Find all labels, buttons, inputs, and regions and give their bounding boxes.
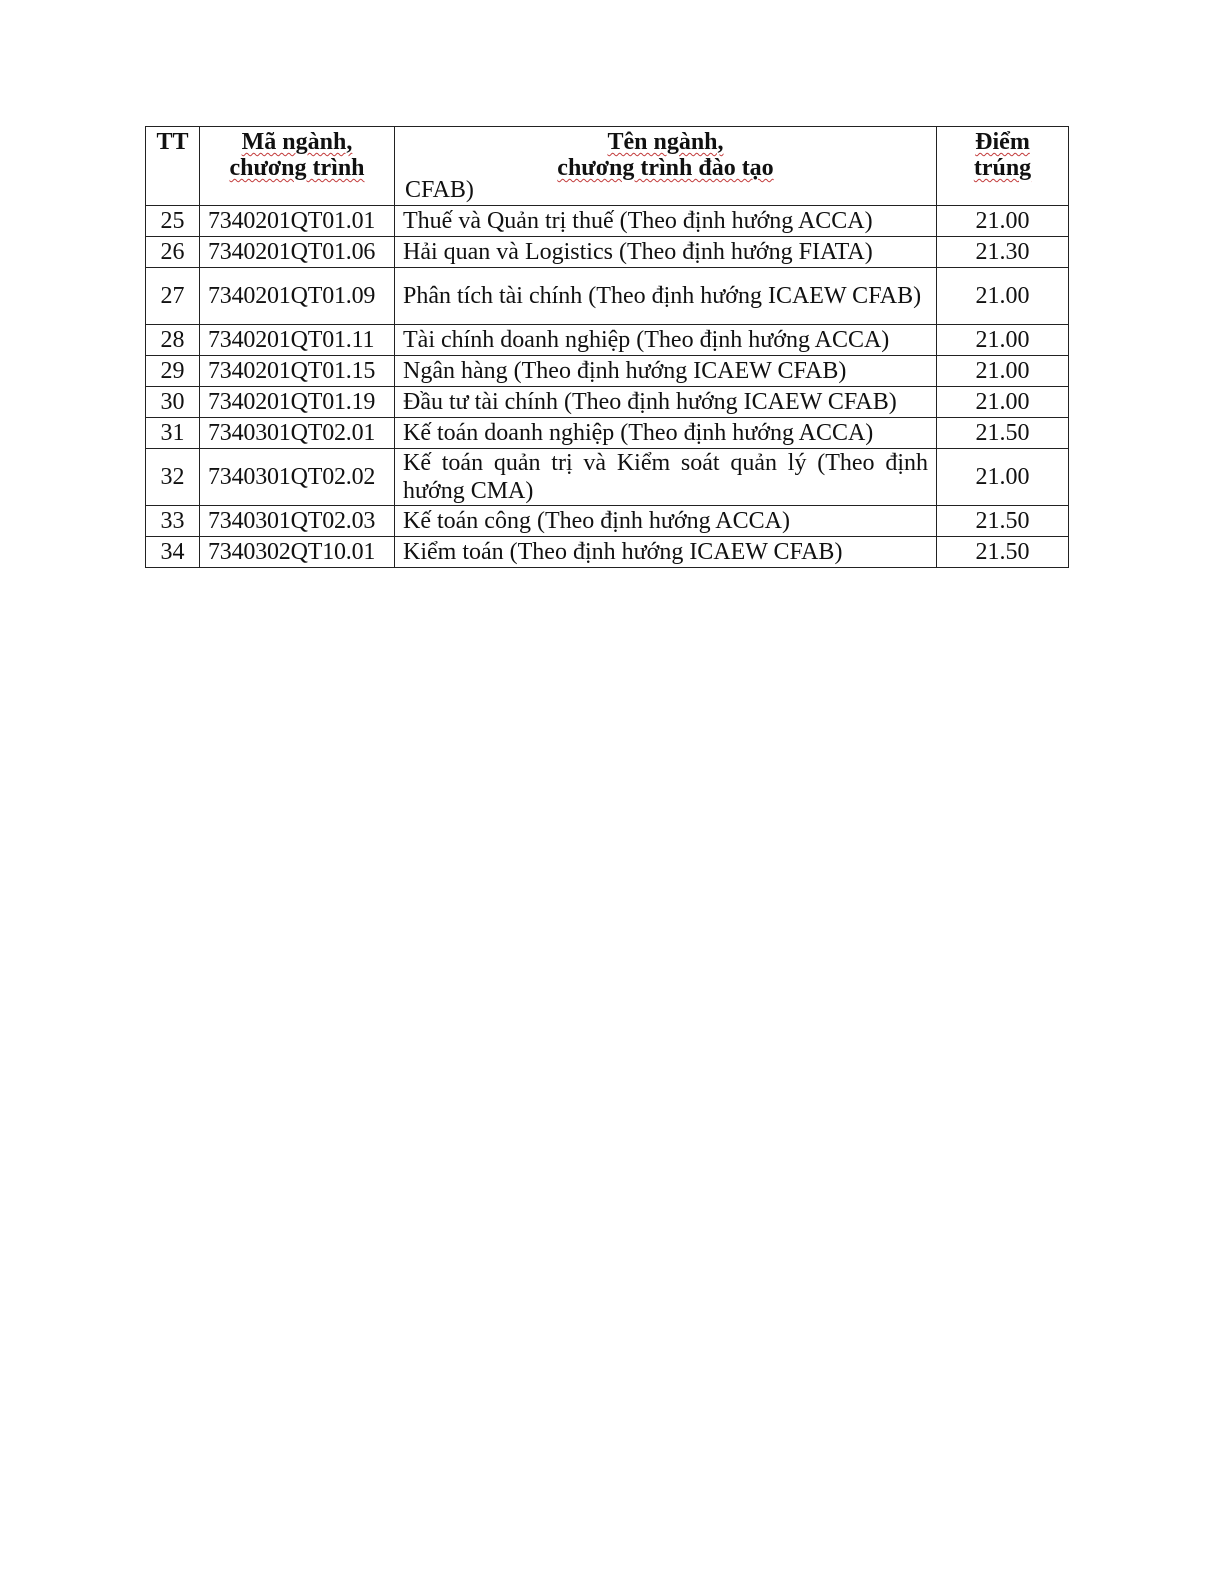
table-row [146, 268, 1069, 325]
row-name: Ngân hàng (Theo định hướng ICAEW CFAB) [395, 356, 937, 387]
row-score: 21.50 [937, 537, 1069, 568]
table-row [146, 418, 1069, 449]
row-code: 7340201QT01.11 [200, 325, 395, 356]
row-code: 7340301QT02.03 [200, 506, 395, 537]
row-name: Kế toán công (Theo định hướng ACCA) [395, 506, 937, 537]
row-score: 21.00 [937, 356, 1069, 387]
header-tt [146, 127, 200, 206]
row-name: Thuế và Quản trị thuế (Theo định hướng ACCA) [395, 206, 937, 237]
header-name-line1: Tên ngành, [607, 129, 724, 155]
admission-scores-table-region [145, 126, 1069, 580]
row-tt: 30 [146, 387, 200, 418]
row-code: 7340201QT01.06 [200, 237, 395, 268]
header-code-line2: chương trình [229, 155, 365, 181]
row-code: 7340201QT01.09 [200, 268, 395, 325]
table-row [146, 449, 1069, 506]
row-score: 21.00 [937, 206, 1069, 237]
row-code: 7340201QT01.15 [200, 356, 395, 387]
table-row [146, 206, 1069, 237]
row-code: 7340301QT02.02 [200, 449, 395, 506]
row-tt: 28 [146, 325, 200, 356]
row-score: 21.00 [937, 449, 1069, 506]
row-tt: 27 [146, 268, 200, 325]
table-header-row [146, 127, 1069, 206]
row-name: Phân tích tài chính (Theo định hướng ICAEW CFAB) [395, 268, 937, 325]
row-name: Kế toán quản trị và Kiểm soát quản lý (Theo định hướng CMA) [395, 449, 937, 506]
table-row [146, 237, 1069, 268]
row-code: 7340201QT01.19 [200, 387, 395, 418]
admission-scores-table [145, 126, 1069, 568]
header-score-line2: trúng [973, 155, 1032, 181]
row-code: 7340301QT02.01 [200, 418, 395, 449]
row-name: Tài chính doanh nghiệp (Theo định hướng ACCA) [395, 325, 937, 356]
header-tt-label: TT [156, 129, 189, 155]
table-row [146, 537, 1069, 568]
row-tt: 33 [146, 506, 200, 537]
row-score: 21.00 [937, 268, 1069, 325]
table-row [146, 325, 1069, 356]
header-name [395, 127, 937, 206]
header-code-line1: Mã ngành, [241, 129, 353, 155]
row-name: Hải quan và Logistics (Theo định hướng FIATA) [395, 237, 937, 268]
row-tt: 31 [146, 418, 200, 449]
row-name: Kế toán doanh nghiệp (Theo định hướng ACCA) [395, 418, 937, 449]
header-code [200, 127, 395, 206]
carry-over-text: CFAB) [405, 177, 474, 203]
row-tt: 29 [146, 356, 200, 387]
row-tt: 32 [146, 449, 200, 506]
row-tt: 26 [146, 237, 200, 268]
table-row [146, 506, 1069, 537]
row-tt: 34 [146, 537, 200, 568]
row-name: Đầu tư tài chính (Theo định hướng ICAEW CFAB) [395, 387, 937, 418]
row-score: 21.00 [937, 387, 1069, 418]
row-tt: 25 [146, 206, 200, 237]
header-score-line1: Điểm [975, 129, 1030, 155]
row-code: 7340302QT10.01 [200, 537, 395, 568]
row-score: 21.00 [937, 325, 1069, 356]
header-score [937, 127, 1069, 206]
header-name-line2: chương trình đào tạo [557, 155, 774, 181]
row-score: 21.30 [937, 237, 1069, 268]
table-row [146, 387, 1069, 418]
row-name: Kiểm toán (Theo định hướng ICAEW CFAB) [395, 537, 937, 568]
row-score: 21.50 [937, 418, 1069, 449]
row-score: 21.50 [937, 506, 1069, 537]
table-row [146, 356, 1069, 387]
row-code: 7340201QT01.01 [200, 206, 395, 237]
